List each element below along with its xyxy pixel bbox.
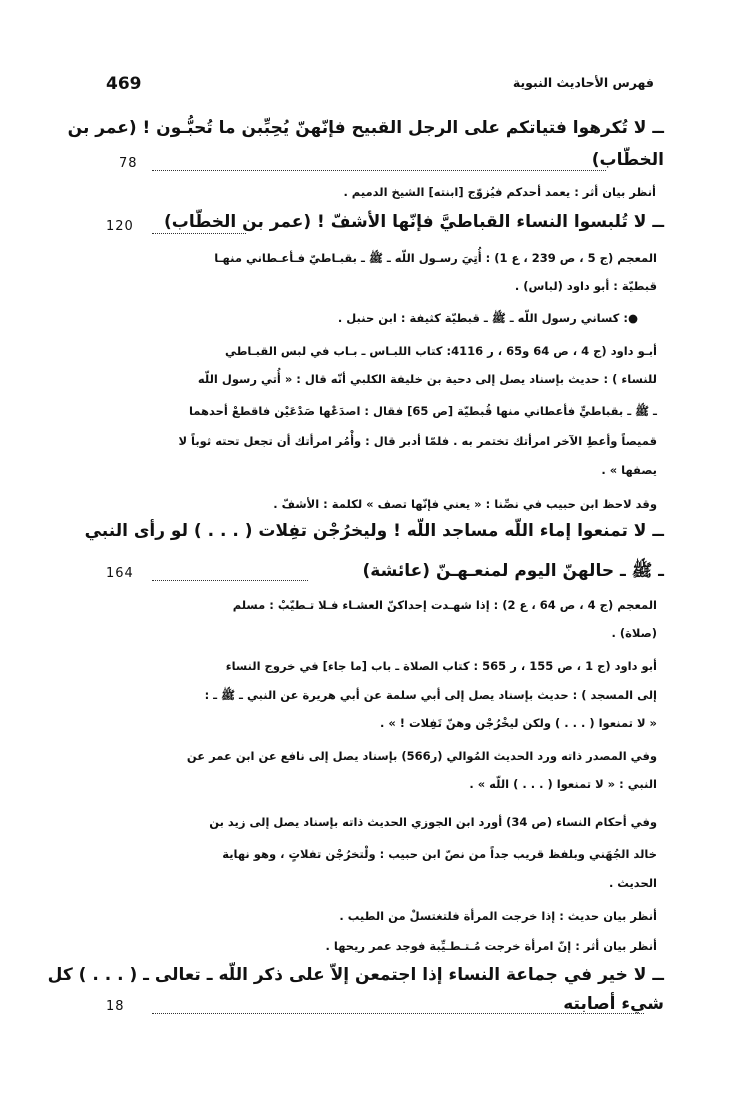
page-reference: 78	[119, 156, 138, 171]
source-line: وفي المصدر ذاته ورد الحديث المُوالي (ر566) بإسناد يصل إلى نافع عن ابن عمر عن	[186, 749, 657, 763]
see-also-note: أنظر بيان أثر : إنّ امرأة خرجت مُـتـطـيِّبة فوجد عمر ريحها .	[325, 939, 657, 953]
source-line: الحديث .	[608, 876, 657, 890]
see-also-note: أنظر بيان أثر : يعمد أحدكم فيُزوّج [ابنته] الشيخ الدميم .	[343, 185, 656, 199]
source-line: قميصاً وأعطِ الآخر امرأتك تختمر به . فلمّا أدبر قال : وأْمُر امرأتك أن تجعل تحته ثوباً لا	[178, 434, 657, 448]
concordance-line: المعجم (ج 4 ، ص 64 ، ع 2) : إذا شهـدت إحداكنّ العشـاء فـلا تـطيّبْ : مسلم	[232, 598, 657, 612]
page-reference: 120	[106, 219, 134, 234]
leader-dots	[152, 580, 308, 581]
see-also-note: أنظر بيان حديث : إذا خرجت المرأة فلتغتسلْ من الطيب .	[339, 909, 657, 923]
source-line: ـ ﷺ ـ بقباطيٍّ فأعطاني منها قُبطيّة [ص 65] فقال : اصدَعْها صَدْعَيْن فاقطعْ أحدهما	[188, 404, 657, 418]
hadith-headline: ــ لا تُلبسوا النساء القباطيَّ فإنّها الأشفّ ! (عمر بن الخطّاب)	[163, 212, 664, 232]
page-number: 469	[106, 74, 142, 94]
hadith-headline: الخطّاب)	[591, 150, 664, 170]
concordance-line: المعجم (ج 5 ، ص 239 ، ع 1) : أُتِيَ رسـول اللّه ـ ﷺ ـ بقبـاطيّ فـأعـطاني منهـا	[214, 251, 657, 265]
hadith-headline: ـ ﷺ ـ حالهنّ اليوم لمنعـهـنّ (عائشة)	[362, 561, 664, 581]
source-line: وفي أحكام النساء (ص 34) أورد ابن الجوزي الحديث ذاته بإسناد يصل إلى زيد بن	[209, 815, 657, 829]
leader-dots	[152, 170, 606, 171]
concordance-line: ●: كساني رسول اللّه ـ ﷺ ـ قبطيّة كثيفة : ابن حنبل .	[337, 311, 638, 325]
concordance-line: (صلاة) .	[611, 626, 657, 640]
commentary-line: وقد لاحظ ابن حبيب في نصِّنا : « يعني فإنّها تصف » لكلمة : الأشفّ .	[273, 497, 657, 511]
hadith-headline: ــ لا تُكرهوا فتياتكم على الرجل القبيح فإنّهنّ يُحِبِّبن ما تُحبُّـون ! (عمر بن	[67, 118, 664, 138]
hadith-headline: ــ لا تمنعوا إماء اللّه مساجد اللّه ! وليخرُجْن تفِلات ( . . . ) لو رأى النبي	[84, 521, 664, 541]
hadith-headline: شيء أصابته	[563, 994, 664, 1014]
page-reference: 18	[106, 999, 125, 1014]
source-line: للنساء ) : حديث بإسناد يصل إلى دحية بن خليفة الكلبي أنّه قال : « أُتي رسول اللّه	[197, 372, 657, 386]
page-reference: 164	[106, 566, 134, 581]
concordance-line: قبطيّة : أبو داود (لباس) .	[514, 279, 657, 293]
source-line: « لا تمنعوا ( . . . ) ولكن ليخْرُجْن وهنّ تَفِلات ! » .	[379, 716, 657, 730]
source-line: أبـو داود (ج 4 ، ص 64 و65 ، ر 4116: كتاب اللبـاس ـ بـاب في لبس القبـاطي	[224, 344, 657, 358]
leader-dots	[152, 233, 246, 234]
source-line: النبي : « لا تمنعوا ( . . . ) اللّه » .	[469, 777, 657, 791]
source-line: أبو داود (ج 1 ، ص 155 ، ر 565 : كتاب الصلاة ـ باب [ما جاء] في خروج النساء	[225, 659, 657, 673]
page-header	[106, 74, 654, 104]
running-title: فهرس الأحاديث النبوية	[512, 75, 654, 90]
source-line: يصفها » .	[601, 463, 657, 477]
source-line: إلى المسجد ) : حديث بإسناد يصل إلى أبي سلمة عن أبي هريرة عن النبي ـ ﷺ ـ :	[204, 688, 657, 702]
hadith-headline: ــ لا خير في جماعة النساء إذا اجتمعن إلاّ على ذكر اللّه ـ تعالى ـ ( . . . ) كل	[47, 965, 664, 985]
source-line: خالد الجُهَني وبلفظ قريب جداً من نصّ ابن حبيب : ولْتخرُجْن تفلاتٍ ، وهو نهاية	[222, 847, 657, 861]
leader-dots	[152, 1013, 644, 1014]
